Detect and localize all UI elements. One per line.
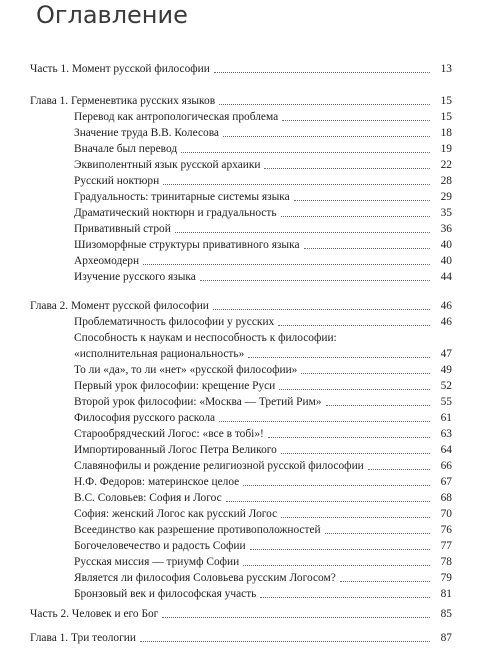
toc-entry [0,606,480,622]
toc-entry [0,314,480,330]
dot-leader [143,264,430,265]
toc-page-number: 40 [440,239,452,251]
toc-page-number: 52 [440,380,452,392]
toc-entry [0,586,480,602]
toc-subsection-title: Философия русского раскола [74,412,216,424]
toc-entry [0,346,480,362]
dot-leader [326,405,430,406]
toc-subsection-title: Старообрядческий Логос: «все в тобі»! [74,428,264,440]
toc-subsection-title: Первый урок философии: крещение Руси [74,380,276,392]
toc-page-number: 64 [440,444,452,456]
toc-entry [0,205,480,221]
dot-leader [301,373,430,374]
toc-entry [0,93,480,109]
toc-page-number: 79 [440,572,452,584]
dot-leader [281,517,430,518]
dot-leader [175,232,430,233]
toc-page-number: 40 [440,255,452,267]
dot-leader [214,72,430,73]
toc-page-number: 46 [440,316,452,328]
dot-leader [219,104,430,105]
toc-entry [0,173,480,189]
toc-entry [0,522,480,538]
dot-leader [140,641,430,642]
toc-entry [0,474,480,490]
toc-subsection-title: Богочеловечество и радость Софии [74,540,246,552]
toc-subsection-title: Импортированный Логос Петра Великого [74,444,277,456]
toc-entry [0,157,480,173]
toc-page-number: 15 [440,111,452,123]
toc-page-number: 13 [440,63,452,75]
toc-entry [0,237,480,253]
toc-entry [0,253,480,269]
toc-subsection-title: Значение труда В.В. Колесова [74,127,219,139]
toc-entry [0,426,480,442]
dot-leader [181,152,430,153]
dot-leader [213,309,430,310]
toc-heading: Оглавление [36,1,188,29]
dot-leader [294,200,430,201]
dot-leader [325,533,430,534]
toc-section-title: Часть 1. Момент русской философии [30,63,210,75]
toc-entry [0,189,480,205]
toc-page-number: 63 [440,428,452,440]
toc-entry [0,630,480,646]
toc-entry [0,330,480,346]
toc-subsection-title: Вначале был перевод [74,143,178,155]
toc-subsection-title: Проблематичность философии у русских [74,316,275,328]
toc-subsection-title: Русский ноктюрн [74,175,160,187]
toc-page-number: 68 [440,492,452,504]
toc-subsection-title: Всеединство как разрешение противоположностей [74,524,321,536]
toc-page-number: 76 [440,524,452,536]
dot-leader [223,136,430,137]
toc-subsection-title: Перевод как антропологическая проблема [74,111,279,123]
dot-leader [281,216,430,217]
dot-leader [279,389,430,390]
toc-page-number: 15 [440,95,452,107]
toc-subsection-title: Привативный строй [74,223,171,235]
toc-section-title: Глава 1. Герменевтика русских языков [30,95,216,107]
toc-section-title: Глава 1. Три теологии [30,632,136,644]
dot-leader [219,421,430,422]
toc-subsection-title: Бронзовый век и философская участь [74,588,257,600]
toc-page-number: 22 [440,159,452,171]
toc-page-number: 81 [440,588,452,600]
toc-subsection-title: В.С. Соловьев: София и Логос [74,492,222,504]
toc-entry [0,570,480,586]
dot-leader [281,453,430,454]
toc-page-number: 28 [440,175,452,187]
dot-leader [368,469,430,470]
toc-entry [0,109,480,125]
toc-page-number: 44 [440,271,452,283]
toc-entry [0,394,480,410]
dot-leader [260,597,430,598]
dot-leader [278,325,430,326]
toc-entry [0,221,480,237]
toc-page-number: 66 [440,460,452,472]
toc-page-number: 55 [440,396,452,408]
toc-entry [0,141,480,157]
toc-entry [0,442,480,458]
toc-subsection-title: Изучение русского языка [74,271,196,283]
toc-subsection-title: Градуальность: тринитарные системы языка [74,191,290,203]
dot-leader [163,184,430,185]
toc-section-title: Глава 2. Момент русской философии [30,300,209,312]
toc-page-number: 29 [440,191,452,203]
toc-entry [0,61,480,77]
toc-page-number: 47 [440,348,452,360]
toc-page-number: 77 [440,540,452,552]
toc-page-number: 61 [440,412,452,424]
toc-entry [0,490,480,506]
toc-subsection-title: Русская миссия — триумф Софии [74,556,240,568]
toc-subsection-title: София: женский Логос как русский Логос [74,508,278,520]
toc-subsection-title: Археомодерн [74,255,140,267]
dot-leader [226,501,430,502]
toc-page-number: 67 [440,476,452,488]
toc-entry [0,538,480,554]
toc-page-number: 78 [440,556,452,568]
toc-entry [0,410,480,426]
toc-page-number: 87 [440,632,452,644]
toc-entry [0,362,480,378]
dot-leader [282,120,430,121]
dot-leader [248,357,430,358]
toc-entry [0,458,480,474]
toc-page-number: 46 [440,300,452,312]
dot-leader [264,168,430,169]
toc-page-number: 85 [440,608,452,620]
toc-entry [0,378,480,394]
dot-leader [250,549,430,550]
toc-page-number: 18 [440,127,452,139]
toc-entry [0,554,480,570]
toc-entry [0,269,480,285]
dot-leader [304,248,430,249]
toc-page-number: 19 [440,143,452,155]
toc-subsection-title: Эквиполентный язык русской архаики [74,159,261,171]
dot-leader [162,617,430,618]
toc-subsection-title: Шизоморфные структуры привативного языка [74,239,300,251]
dot-leader [243,485,430,486]
toc-entry [0,298,480,314]
toc-subsection-title: Является ли философия Соловьева русским Логосом? [74,572,336,584]
toc-subsection-title: Драматический ноктюрн и градуальность [74,207,277,219]
toc-page-number: 36 [440,223,452,235]
toc-subsection-title: Способность к наукам и неспособность к философии: [74,332,337,344]
dot-leader [200,280,430,281]
toc-entry [0,506,480,522]
toc-subsection-title: Второй урок философии: «Москва — Третий Рим» [74,396,322,408]
dot-leader [243,565,430,566]
toc-subsection-title: То ли «да», то ли «нет» «русской философии» [74,364,298,376]
toc-page-number: 70 [440,508,452,520]
dot-leader [268,437,430,438]
toc-entry [0,125,480,141]
toc-subsection-title: «исполнительная рациональность» [74,348,245,360]
toc-section-title: Часть 2. Человек и его Бог [30,608,159,620]
toc-page-number: 35 [440,207,452,219]
toc-subsection-title: Славянофилы и рождение религиозной русской философии [74,460,364,472]
dot-leader [340,581,430,582]
toc-subsection-title: Н.Ф. Федоров: материнское целое [74,476,240,488]
toc-page-number: 49 [440,364,452,376]
